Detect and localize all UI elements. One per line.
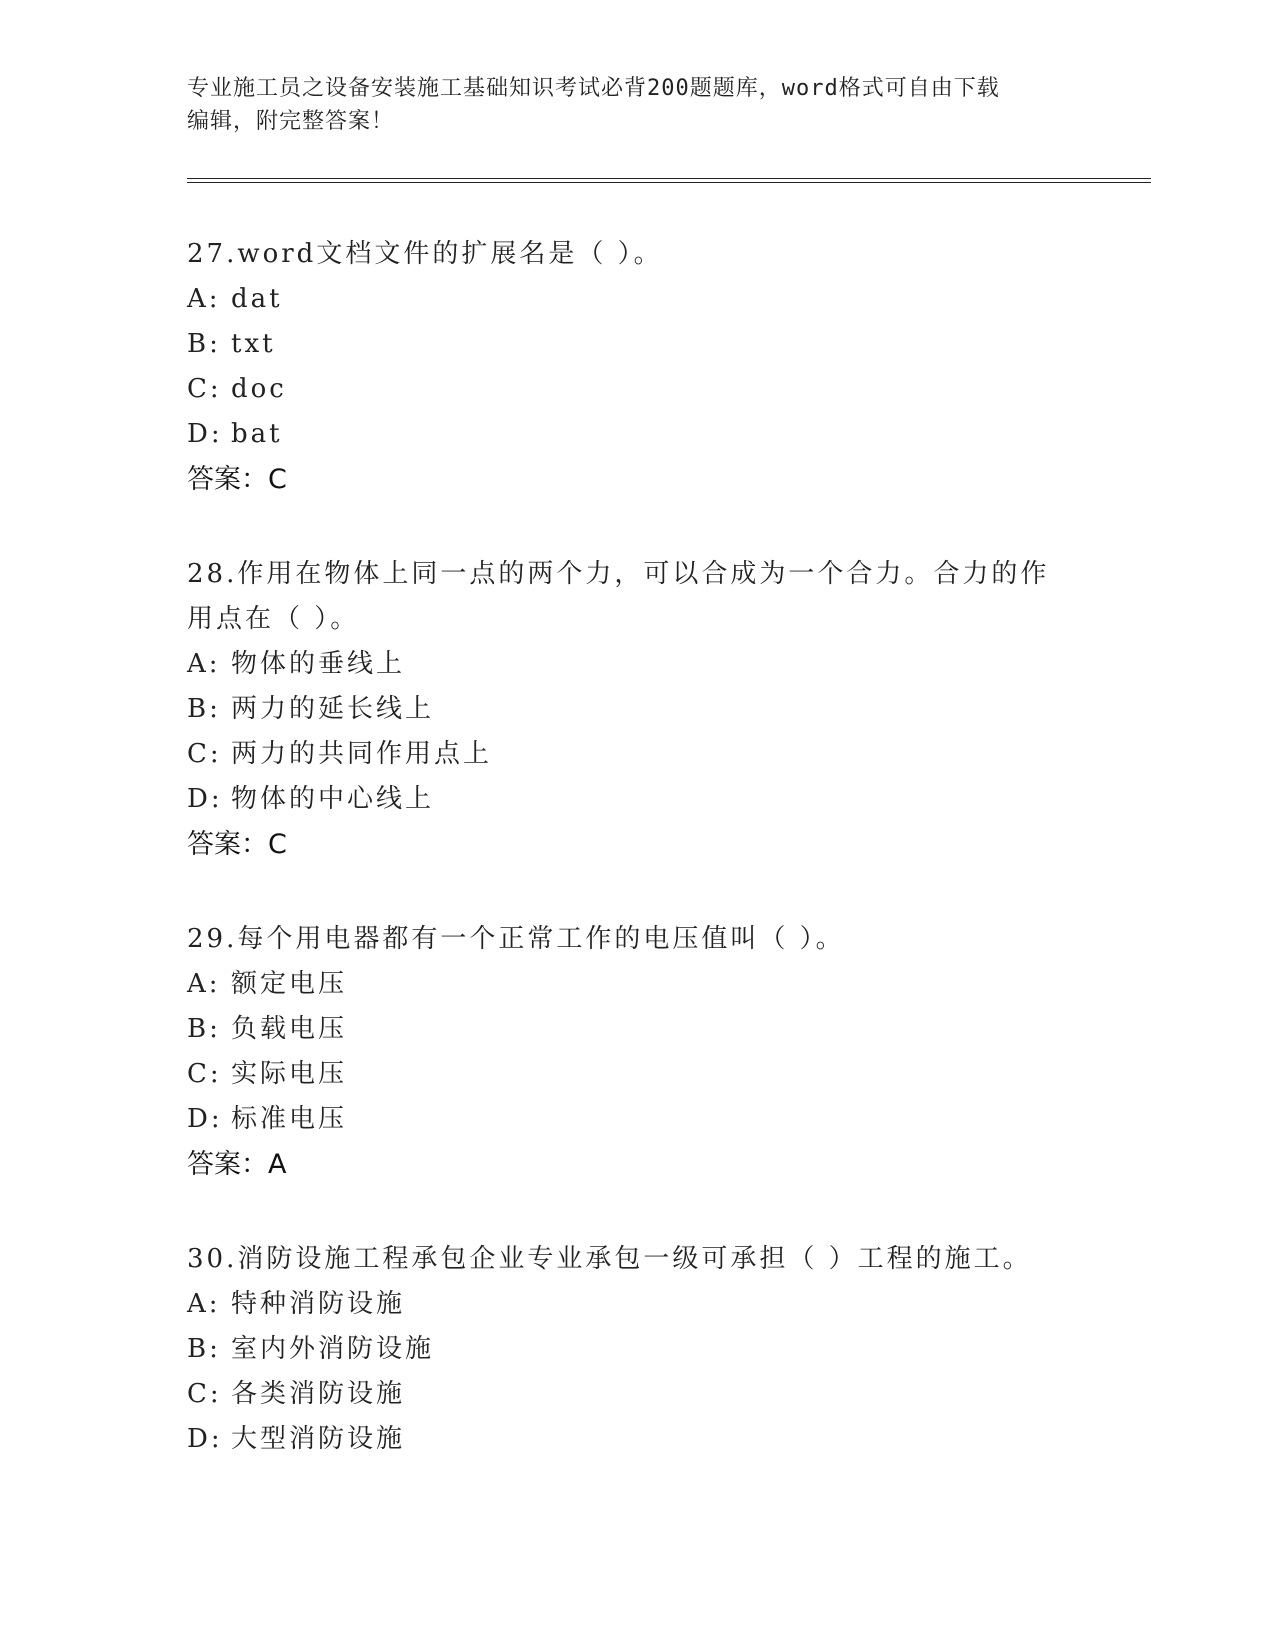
question-stem: 27.word文档文件的扩展名是（ ）。 xyxy=(187,239,663,269)
option-text: txt xyxy=(231,329,276,359)
option-key: D: xyxy=(187,419,223,449)
option-b xyxy=(187,687,1067,732)
option-a xyxy=(187,1282,1067,1327)
question-29 xyxy=(187,917,1067,1187)
question-30 xyxy=(187,1237,1067,1462)
option-text: 特种消防设施 xyxy=(231,1289,406,1319)
option-b xyxy=(187,322,1067,367)
answer: 答案：C xyxy=(187,464,287,495)
header-divider xyxy=(187,178,1151,183)
option-d xyxy=(187,1097,1067,1142)
question-27 xyxy=(187,232,1067,502)
option-a xyxy=(187,962,1067,1007)
question-28 xyxy=(187,552,1067,867)
option-b xyxy=(187,1007,1067,1052)
option-c xyxy=(187,1052,1067,1097)
option-text: 额定电压 xyxy=(231,969,348,999)
option-d xyxy=(187,412,1067,457)
option-key: D: xyxy=(187,1424,223,1454)
option-a xyxy=(187,277,1067,322)
question-stem: 30.消防设施工程承包企业专业承包一级可承担（ ）工程的施工。 xyxy=(187,1244,1032,1274)
option-text: 各类消防设施 xyxy=(231,1379,406,1409)
option-text: 室内外消防设施 xyxy=(231,1334,435,1364)
option-text: 物体的垂线上 xyxy=(231,649,406,679)
document-header xyxy=(187,72,1067,138)
option-key: C: xyxy=(187,1379,222,1409)
header-line-2: 编辑，附完整答案！ xyxy=(187,109,395,134)
answer: 答案：A xyxy=(187,1149,287,1180)
option-text: bat xyxy=(231,419,283,449)
option-key: B: xyxy=(187,329,221,359)
option-key: C: xyxy=(187,1059,222,1089)
option-key: A: xyxy=(187,1289,221,1319)
option-key: A: xyxy=(187,284,221,314)
option-key: B: xyxy=(187,1014,221,1044)
option-key: B: xyxy=(187,694,221,724)
header-line-1: 专业施工员之设备安装施工基础知识考试必背200题题库，word格式可自由下载 xyxy=(187,76,1000,101)
option-key: D: xyxy=(187,784,223,814)
option-key: A: xyxy=(187,969,221,999)
option-a xyxy=(187,642,1067,687)
answer: 答案：C xyxy=(187,829,287,860)
question-stem: 28.作用在物体上同一点的两个力，可以合成为一个合力。合力的作用点在（ ）。 xyxy=(187,559,1050,634)
option-text: 标准电压 xyxy=(231,1104,348,1134)
option-c xyxy=(187,732,1067,777)
question-stem: 29.每个用电器都有一个正常工作的电压值叫（ ）。 xyxy=(187,924,845,954)
option-c xyxy=(187,367,1067,412)
option-d xyxy=(187,1417,1067,1462)
option-text: doc xyxy=(231,374,287,404)
option-key: D: xyxy=(187,1104,223,1134)
option-d xyxy=(187,777,1067,822)
option-text: 大型消防设施 xyxy=(231,1424,406,1454)
option-key: C: xyxy=(187,374,222,404)
option-text: 实际电压 xyxy=(231,1059,348,1089)
option-key: A: xyxy=(187,649,221,679)
option-c xyxy=(187,1372,1067,1417)
option-b xyxy=(187,1327,1067,1372)
option-text: 两力的延长线上 xyxy=(231,694,435,724)
option-key: B: xyxy=(187,1334,221,1364)
question-list xyxy=(187,232,1067,1512)
option-text: dat xyxy=(231,284,283,314)
option-text: 负载电压 xyxy=(231,1014,348,1044)
option-key: C: xyxy=(187,739,222,769)
option-text: 两力的共同作用点上 xyxy=(231,739,493,769)
option-text: 物体的中心线上 xyxy=(231,784,435,814)
